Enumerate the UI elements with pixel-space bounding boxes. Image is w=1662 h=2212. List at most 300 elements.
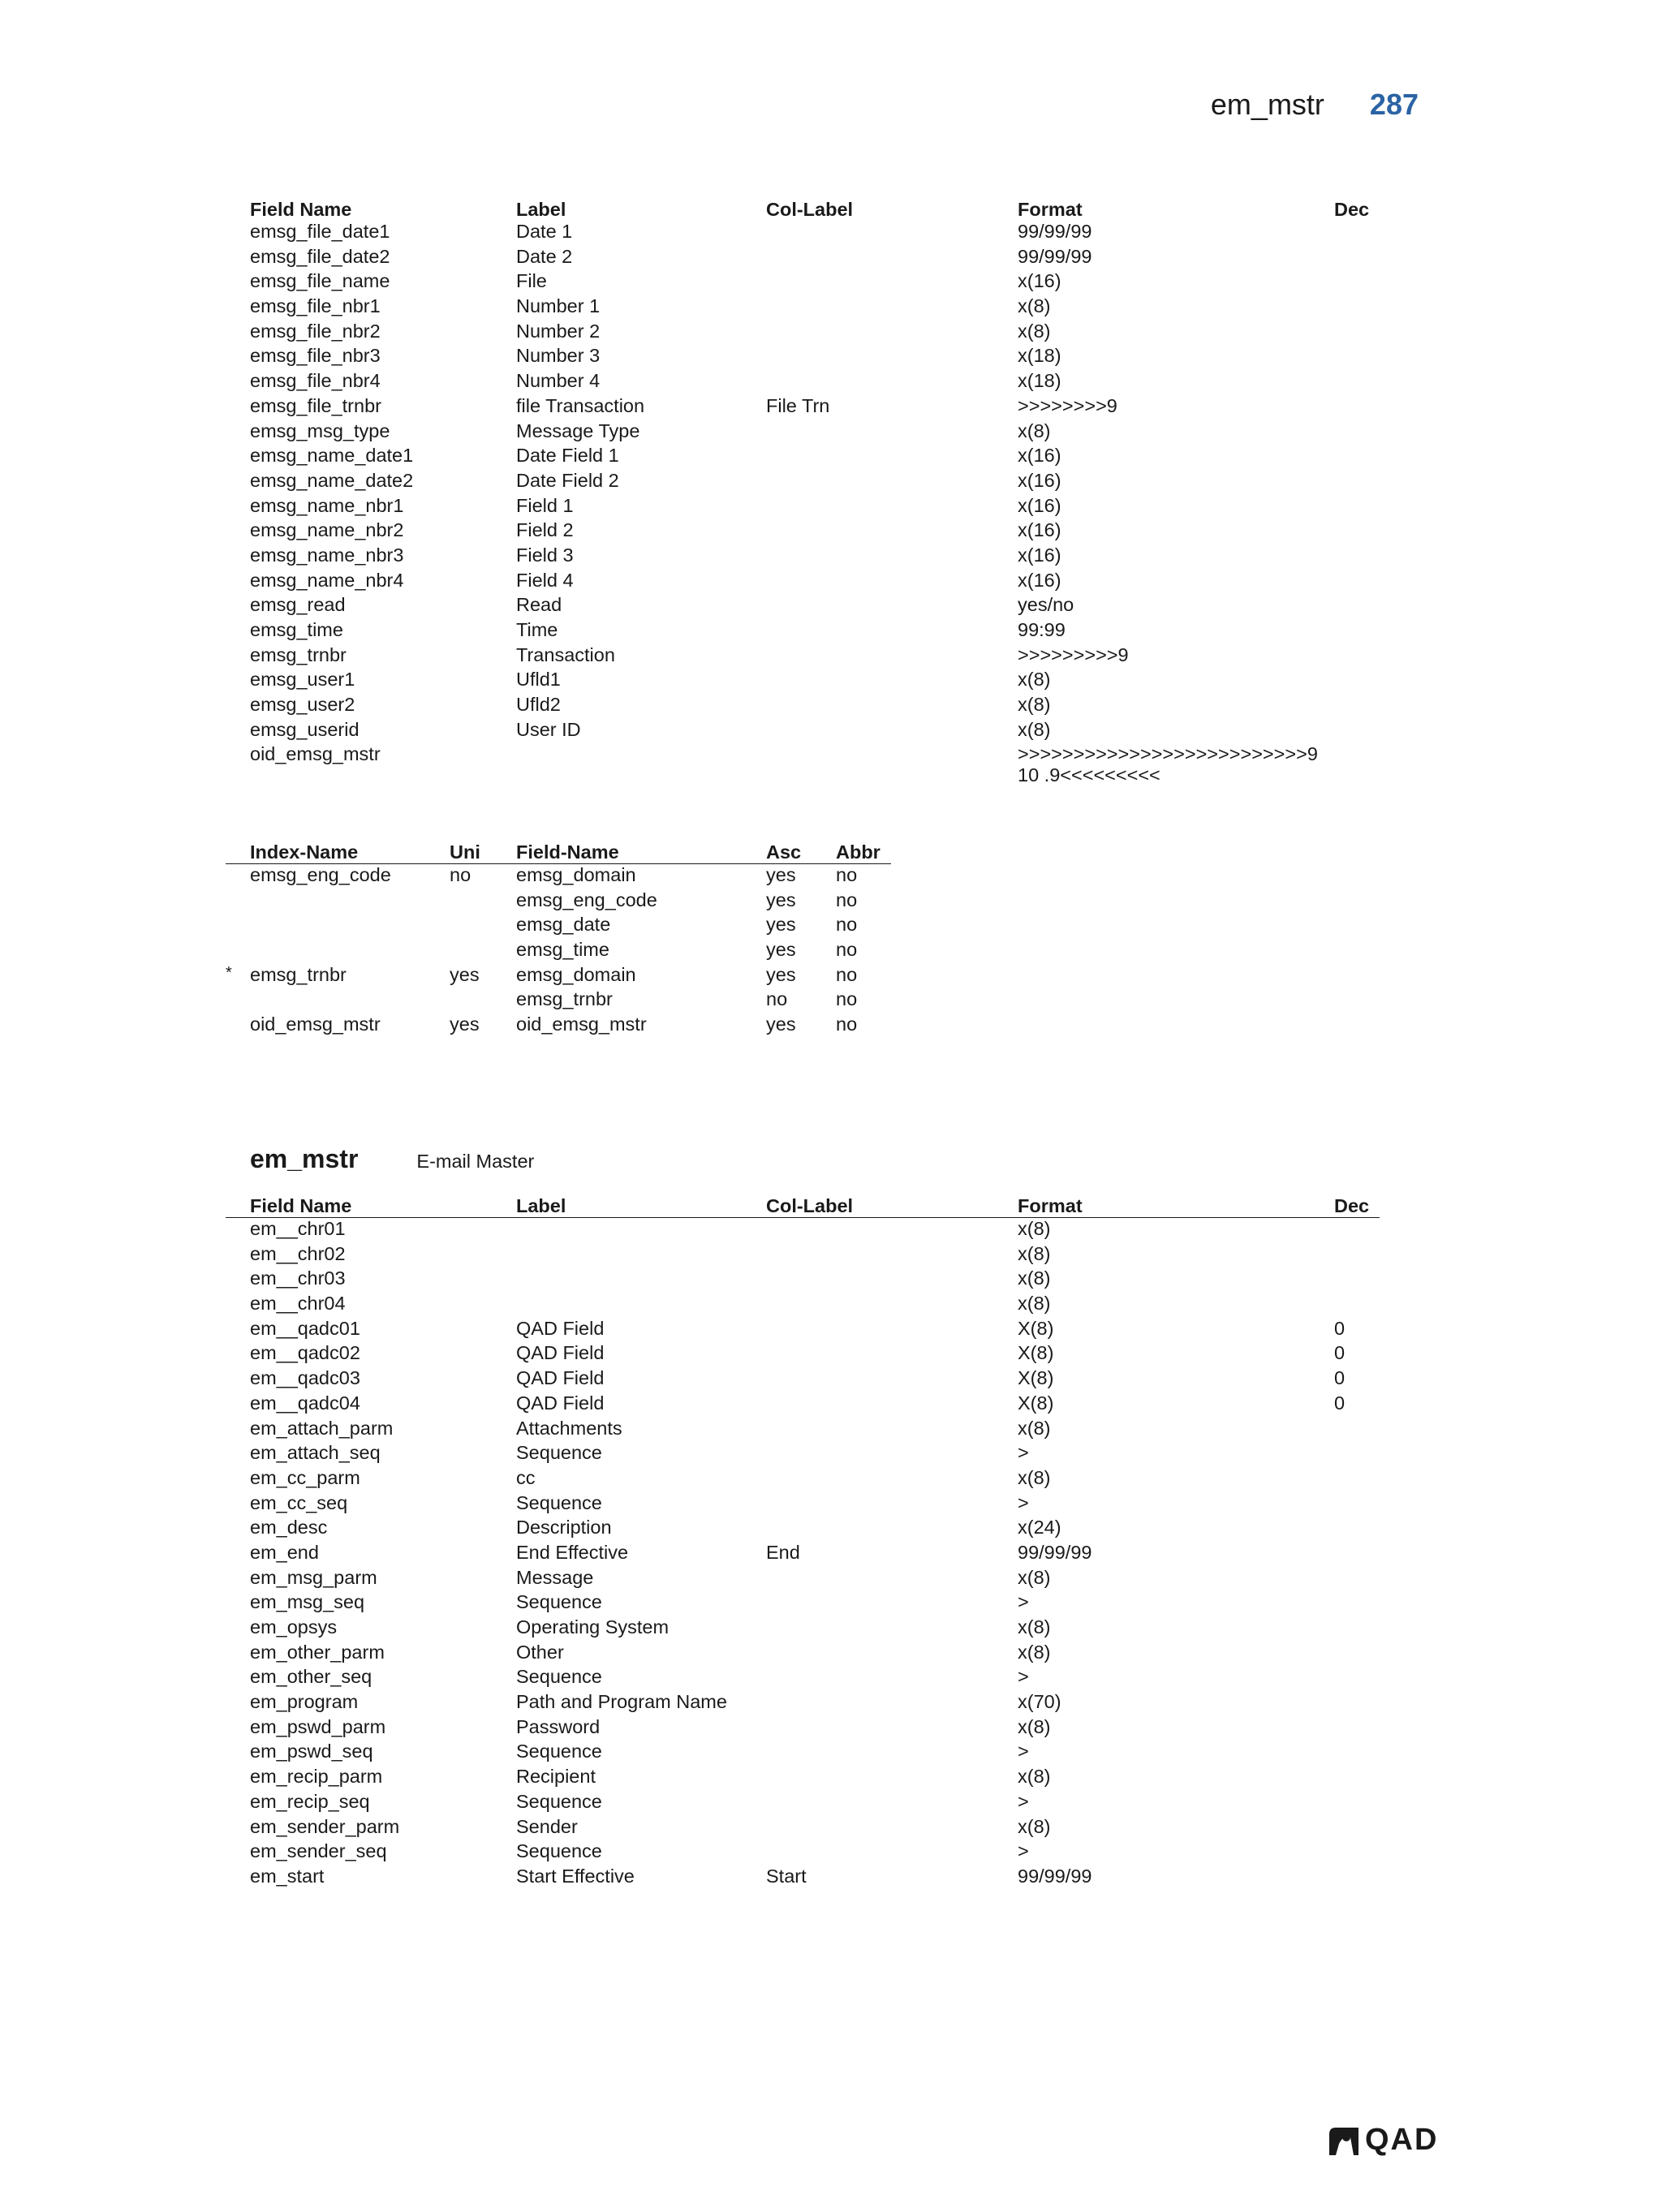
table-cell: emsg_user2 [250,694,355,716]
table-cell [1334,470,1380,495]
table-cell [226,694,250,719]
table-cell: yes [766,1013,796,1035]
table-cell [516,1267,766,1293]
table-cell: x(8) [1018,320,1051,342]
table-cell [226,544,250,570]
table-cell: x(16) [1018,270,1061,292]
table-cell [1334,669,1380,694]
table-cell [226,988,250,1013]
table-cell [1334,395,1380,420]
column-header: Uni [450,837,516,864]
table-cell: Date Field 1 [516,445,619,467]
table-cell: em_recip_parm [250,1766,383,1788]
table-cell: Number 4 [516,370,601,392]
table-cell: Number 1 [516,295,601,317]
table-cell [450,889,516,914]
table-cell: X(8) [1018,1392,1054,1414]
table-cell [766,1791,1018,1816]
table-row [226,395,1380,420]
table-cell: em_msg_parm [250,1566,377,1588]
table-cell [226,1866,250,1891]
table-cell: Message [516,1566,594,1588]
table-cell: x(18) [1018,345,1061,367]
table-cell [766,345,1018,370]
table-cell [1334,594,1380,619]
column-header: Dec [1334,199,1370,220]
table-row [226,939,891,964]
table-cell: x(8) [1018,1417,1051,1439]
table-cell [1334,221,1380,246]
table-cell [226,570,250,595]
table-cell: X(8) [1018,1367,1054,1389]
table-cell: emsg_file_date1 [250,221,390,242]
table-cell [1334,1492,1380,1517]
table-cell [1334,619,1380,644]
table-cell [766,1766,1018,1791]
table-cell: x(8) [1018,694,1051,716]
table-cell [1334,544,1380,570]
table-cell: Sender [516,1815,578,1837]
table-row [226,1293,1380,1318]
table-cell [226,1492,250,1517]
table-row [226,470,1380,495]
table-cell: emsg_read [250,594,346,616]
column-header: Col-Label [766,199,854,220]
table-row [226,1442,1380,1467]
table-cell [1334,694,1380,719]
table-row [226,246,1380,271]
table-row [226,1791,1380,1816]
table-cell [766,495,1018,520]
table-cell: x(8) [1018,420,1051,441]
table-cell: > [1018,1666,1029,1688]
table-cell: em_desc [250,1517,328,1539]
column-header: Field-Name [516,837,766,864]
table-cell [516,1243,766,1268]
table-cell: em_msg_seq [250,1591,365,1613]
table-cell: em_other_parm [250,1641,385,1663]
table-row [226,1666,1380,1691]
table-row [226,1542,1380,1567]
table-row [226,345,1380,370]
table-cell: x(8) [1018,1641,1051,1663]
table-cell [1334,495,1380,520]
table-cell [766,321,1018,346]
table-cell [1334,420,1380,445]
table-cell: Number 2 [516,320,601,342]
column-header: Label [516,199,566,220]
table-cell [1334,1741,1380,1766]
table-cell: file Transaction [516,394,645,416]
table-cell: File Trn [766,394,830,416]
table-cell [226,1467,250,1492]
table-cell [226,295,250,321]
table-cell [1334,1840,1380,1866]
table-row [226,1342,1380,1367]
table-cell: em__qadc01 [250,1317,360,1339]
table-cell [1334,270,1380,295]
table-cell [766,619,1018,644]
table-cell [226,914,250,939]
table-cell: x(16) [1018,469,1061,491]
table-cell [1334,295,1380,321]
table-cell [766,1218,1018,1243]
table-cell: em_sender_parm [250,1815,400,1837]
table-cell: no [836,988,858,1010]
table-cell: x(16) [1018,519,1061,541]
table-row [226,1243,1380,1268]
table-cell: Operating System [516,1616,670,1637]
table-cell: em_pswd_parm [250,1715,386,1737]
table-cell: x(8) [1018,1466,1051,1488]
table-cell: > [1018,1442,1029,1464]
table-cell [1334,246,1380,271]
table-cell [766,270,1018,295]
table-row [226,719,1380,744]
table-cell: emsg_date [516,914,611,936]
table-cell: >>>>>>>>9 [1018,394,1117,416]
table-cell [766,1517,1018,1542]
qad-logo-text: QAD [1365,2123,1439,2157]
table-cell: X(8) [1018,1342,1054,1364]
table-row [226,1517,1380,1542]
table-cell: emsg_msg_type [250,420,390,441]
table-cell: yes [766,963,796,985]
table-cell: X(8) [1018,1317,1054,1339]
table-cell [250,988,450,1013]
table-cell [766,719,1018,744]
table-cell: 0 [1334,1342,1346,1364]
table-cell [766,370,1018,395]
table-row [226,964,891,989]
table-cell [1334,1716,1380,1741]
table-cell: Read [516,594,562,616]
table-cell [226,221,250,246]
table-cell: emsg_domain [516,864,636,885]
table-cell [226,1013,250,1039]
table-cell [226,864,250,889]
table-cell [766,1816,1018,1841]
table-cell: emsg_file_nbr3 [250,345,381,367]
table-cell: Password [516,1715,601,1737]
table-row [226,519,1380,544]
table-cell [1334,719,1380,744]
table-cell: User ID [516,718,581,740]
table-cell: no [836,963,858,985]
table-cell: em__chr02 [250,1242,346,1264]
table-cell: >>>>>>>>>9 [1018,643,1129,665]
table-row [226,445,1380,470]
table-cell: yes [766,914,796,936]
table-cell: em_cc_parm [250,1466,360,1488]
table-cell [766,1418,1018,1443]
table-cell: Field 3 [516,544,574,566]
qad-logo-icon [1328,2126,1360,2155]
table-cell [250,939,450,964]
table-cell: emsg_file_trnbr [250,394,381,416]
table-cell [766,1293,1018,1318]
table-row [226,570,1380,595]
table-row [226,1741,1380,1766]
table-cell [766,221,1018,246]
column-header: Index-Name [250,837,450,864]
table-cell: yes/no [1018,594,1074,616]
table-cell: QAD Field [516,1392,605,1414]
table-row [226,988,891,1013]
table-cell [766,519,1018,544]
table-cell: x(8) [1018,669,1051,691]
table-cell: yes [450,1013,480,1035]
table-cell [1334,1616,1380,1642]
fields-table-emsg [226,195,1380,785]
table-row [226,594,1380,619]
table-cell [1334,321,1380,346]
table-cell: x(8) [1018,295,1051,317]
table-cell: no [450,864,471,885]
table-cell [766,1367,1018,1392]
table-cell [226,1367,250,1392]
table-cell [1334,1293,1380,1318]
table-cell [1334,1766,1380,1791]
table-cell: oid_emsg_mstr [250,743,381,765]
table-cell [226,743,250,785]
table-cell [1334,345,1380,370]
table-cell: emsg_file_name [250,270,390,292]
table-cell [1334,1243,1380,1268]
table-cell [226,719,250,744]
column-header: Label [516,1191,766,1218]
table-cell [226,1666,250,1691]
table-cell: End Effective [516,1541,629,1563]
table-cell: em__chr03 [250,1267,346,1289]
table-row [226,1318,1380,1343]
table-cell [226,1741,250,1766]
table-cell [766,1840,1018,1866]
table-cell [766,1442,1018,1467]
table-cell: em__qadc03 [250,1367,360,1389]
table-cell [1334,1517,1380,1542]
table-cell: > [1018,1840,1029,1862]
table-cell: no [836,1013,858,1035]
table-cell [766,1741,1018,1766]
table-cell [226,1517,250,1542]
table-row [226,1392,1380,1418]
table-cell: Sequence [516,1790,602,1812]
table-cell: emsg_name_nbr1 [250,494,404,516]
table-cell: x(16) [1018,544,1061,566]
table-cell: File [516,270,547,292]
table-cell: emsg_domain [516,963,636,985]
column-header: Field Name [250,199,352,220]
table-cell: emsg_eng_code [250,864,391,885]
table-cell: Sequence [516,1741,602,1762]
table-cell [1334,644,1380,669]
table-cell [766,1567,1018,1592]
table-cell [226,1840,250,1866]
table-cell: QAD Field [516,1342,605,1364]
table-cell [1334,1791,1380,1816]
table-cell [766,644,1018,669]
table-cell: emsg_user1 [250,669,355,691]
table-cell: emsg_time [516,939,609,961]
table-cell [226,1218,250,1243]
table-cell: Date Field 2 [516,469,619,491]
section-title: em_mstr [250,1144,359,1173]
table-cell [226,345,250,370]
table-cell: Description [516,1517,612,1539]
table-cell: em__chr04 [250,1293,346,1315]
table-cell: emsg_name_nbr3 [250,544,404,566]
table-cell: End [766,1541,800,1563]
table-cell [1334,370,1380,395]
table-cell: em_end [250,1541,319,1563]
table-cell: Transaction [516,643,615,665]
table-cell [766,570,1018,595]
table-row [226,1866,1380,1891]
table-row [226,1367,1380,1392]
table-cell: Time [516,619,558,640]
table-cell [250,914,450,939]
table-cell [450,914,516,939]
table-cell: x(8) [1018,1267,1051,1289]
table-cell: em_program [250,1691,359,1713]
table-row [226,1642,1380,1667]
table-cell: emsg_trnbr [250,963,347,985]
table-cell: Number 3 [516,345,601,367]
section-description: E-mail Master [416,1151,535,1172]
table-cell [226,1791,250,1816]
table-row [226,270,1380,295]
table-cell [226,619,250,644]
table-cell: Field 1 [516,494,574,516]
table-cell [226,445,250,470]
table-cell [226,1691,250,1716]
table-cell: Recipient [516,1766,596,1788]
table-cell [450,939,516,964]
table-cell: 99:99 [1018,619,1066,640]
table-cell [1334,570,1380,595]
page-header [1211,88,1419,122]
table-cell: emsg_name_nbr4 [250,569,404,591]
column-header: Dec [1334,1191,1380,1218]
table-cell: emsg_name_date2 [250,469,414,491]
table-cell [766,1616,1018,1642]
table-cell: > [1018,1790,1029,1812]
table-row [226,420,1380,445]
table-cell: Sequence [516,1591,602,1613]
table-cell [766,1392,1018,1418]
table-cell [1334,445,1380,470]
table-cell [226,644,250,669]
table-cell: yes [450,963,480,985]
table-row [226,619,1380,644]
table-cell [226,246,250,271]
table-row [226,1616,1380,1642]
table-cell [226,939,250,964]
table-cell: 99/99/99 [1018,245,1092,267]
table-cell [766,1591,1018,1616]
table-cell [1334,1567,1380,1592]
table-cell: em_recip_seq [250,1790,370,1812]
table-row [226,495,1380,520]
table-row [226,1691,1380,1716]
table-cell [226,470,250,495]
table-header-row [226,195,1380,221]
table-cell: Ufld1 [516,669,561,691]
table-cell: Sequence [516,1491,602,1513]
table-cell [766,594,1018,619]
table-cell [766,1243,1018,1268]
table-cell [450,988,516,1013]
table-row [226,743,1380,785]
table-cell: 0 [1334,1317,1346,1339]
table-cell [226,669,250,694]
table-header-row [226,1191,1380,1218]
table-cell: x(8) [1018,1766,1051,1788]
table-row [226,1567,1380,1592]
table-cell [226,270,250,295]
table-cell: em_attach_seq [250,1442,381,1464]
table-row [226,321,1380,346]
table-cell: x(8) [1018,1715,1051,1737]
table-cell [226,1716,250,1741]
table-cell [1334,743,1380,785]
table-cell: Ufld2 [516,694,561,716]
table-cell: QAD Field [516,1317,605,1339]
table-cell: 99/99/99 [1018,221,1092,242]
table-cell [766,1642,1018,1667]
table-cell: x(8) [1018,718,1051,740]
table-row [226,295,1380,321]
table-cell: x(16) [1018,569,1061,591]
table-row [226,221,1380,246]
table-cell: cc [516,1466,536,1488]
table-cell [766,470,1018,495]
table-cell [226,519,250,544]
column-header: Asc [766,837,836,864]
table-cell: em_opsys [250,1616,338,1637]
table-cell: emsg_time [250,619,343,640]
table-cell: x(16) [1018,445,1061,467]
table-cell [1334,1642,1380,1667]
column-header: Col-Label [766,1191,1018,1218]
table-cell [226,1642,250,1667]
table-row [226,1816,1380,1841]
table-cell [226,1318,250,1343]
table-cell [766,1267,1018,1293]
table-row [226,1766,1380,1791]
table-cell [766,246,1018,271]
page-number: 287 [1369,88,1419,121]
table-cell: > [1018,1591,1029,1613]
table-cell: emsg_userid [250,718,360,740]
table-cell: emsg_trnbr [516,988,613,1010]
table-row [226,370,1380,395]
table-cell: x(8) [1018,1218,1051,1239]
table-row [226,1467,1380,1492]
table-cell [226,889,250,914]
table-cell: em__qadc02 [250,1342,360,1364]
table-cell [766,743,1018,785]
table-cell [1334,1267,1380,1293]
table-cell [766,420,1018,445]
table-cell: em__chr01 [250,1218,346,1239]
qad-logo [1328,2123,1438,2158]
table-cell [1334,1866,1380,1891]
table-cell [766,669,1018,694]
table-cell [226,420,250,445]
table-cell [226,1392,250,1418]
